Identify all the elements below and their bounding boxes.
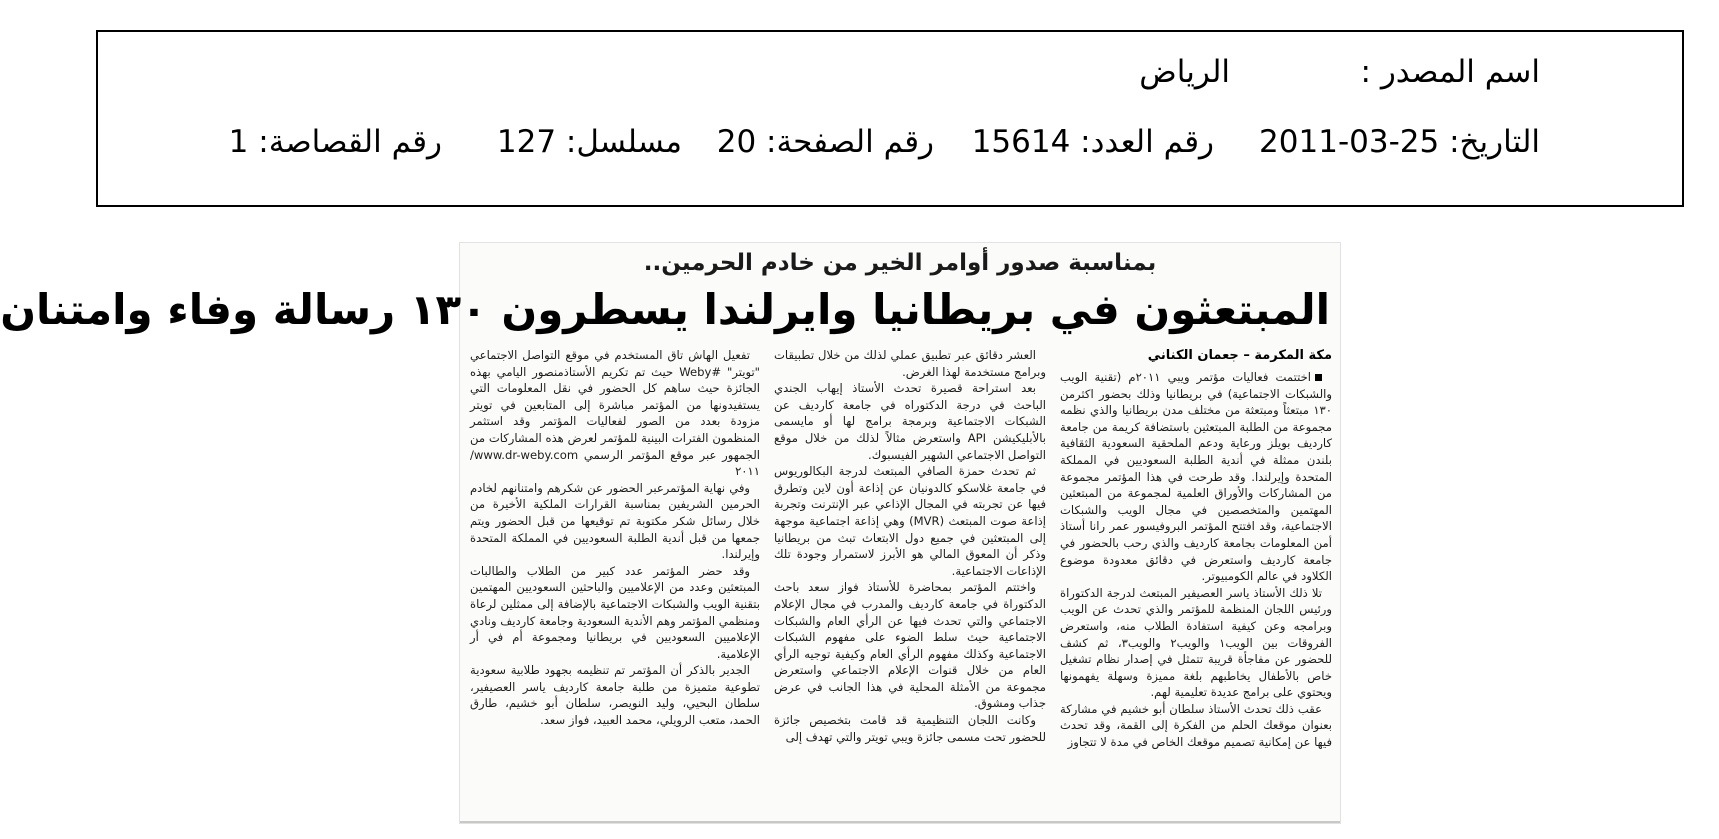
paragraph: واختتم المؤتمر بمحاضرة للأستاذ فواز سعد باحث الدكتوراة في جامعة كارديف والمدرب في مجال الإعلام الاجتماعي والتي تحدث فيها عن الرأي العام والشبكات الاجتماعية حيث سلط الضوء على مفهوم الشبكات الاجتماعية وكذلك مفهوم الرأي العام وكيفية توجيه الرأي العام من خلال قنوات الإعلام الاجتماعي واستعرض مجموعة من الأمثلة المحلية في هذا الجانب في عرض جذاب ومشوق. [774, 580, 1046, 711]
article-column-left [470, 347, 760, 817]
paragraph: وكانت اللجان التنظيمية قد قامت بتخصيص جائزة للحضور تحت مسمى جائزة ويبي تويتر والتي تهدف إلى [774, 713, 1046, 744]
paragraph [1060, 369, 1332, 585]
clipping-bottom-rule [460, 821, 1340, 823]
article-kicker: بمناسبة صدور أوامر الخير من خادم الحرمين.. [643, 250, 1157, 276]
paragraph: عقب ذلك تحدث الأستاذ سلطان أبو خشيم في مشاركة بعنوان موقعك الحلم من الفكرة إلى القمة، وقد تحدث فيها عن إمكانية تصميم موقعك الخاص في مدة لا تتجاوز [1060, 701, 1332, 750]
paragraph-text: اختتمت فعاليات مؤتمر ويبي ٢٠١١م (تقنية الويب والشبكات الاجتماعية) في بريطانيا وذلك بحضور اكثرمن ١٣٠ مبتعثاً ومبتعثة من مختلف مدن بريطانيا والذي نظمه مجموعة من الطلبة المبتعثين باستضافة كريمة من جامعة كارديف بويلز ورعاية ودعم الملحقية السعودية الثقافية بلندن ممثلة في أندية الطلبة السعوديين في المملكة المتحدة وإيرلندا. وقد طرحت في هذا المؤتمر مجموعة من المشاركات والأوراق العلمية لمجموعة من المبتعثين المهتمين والمتخصصين في مجال الويب والشبكات الاجتماعية، وقد افتتح المؤتمر البروفيسور عمر رانا أستاذ أمن المعلومات بجامعة كارديف والذي رحب بالحضور في جامعة كارديف واستعرض في دقائق معدودة موضوع الكلاود في عالم الكومبيوتر. [1060, 370, 1332, 584]
clipping-metadata-box [96, 30, 1684, 207]
paragraph: الجدير بالذكر أن المؤتمر تم تنظيمه بجهود طلابية سعودية تطوعية متميزة من طلبة جامعة كارديف ياسر العصيفير، سلطان البحيي، وليد النويصر، سلطان أبو خشيم، طارق الحمد، متعب الرويلي، محمد العبيد، فواز سعد. [470, 663, 760, 728]
bullet-icon [1315, 374, 1322, 381]
date-label: التاريخ: 25-03-2011 [1259, 124, 1540, 160]
page-number-label: رقم الصفحة: 20 [716, 124, 934, 160]
article-headline: المبتعثون في بريطانيا وايرلندا يسطرون ١٣٠ رسالة وفاء وامتنان [0, 285, 1330, 334]
paragraph: بعد استراحة قصيرة تحدث الأستاذ إيهاب الجندي الباحث في درجة الدكتوراه في جامعة كارديف عن الشبكات الاجتماعية وبرمجة برامج لها أو مايسمى بالأبليكيشن API واستعرض مثالاً لذلك من خلال موقع التواصل الاجتماعي الشهير الفيسبوك. [774, 381, 1046, 462]
issue-number-label: رقم العدد: 15614 [971, 124, 1214, 160]
newspaper-clipping [0, 243, 1340, 823]
serial-number-label: مسلسل: 127 [496, 124, 682, 160]
source-value: الرياض [1139, 54, 1230, 90]
paragraph: ثم تحدث حمزة الصافي المبتعث لدرجة البكالوريوس في جامعة غلاسكو كالدونيان عن إذاعة أون لاين وتطرق فيها عن تجربته في المجال الإذاعي عبر الإنترنت وتجربة إذاعة صوت المبتعث (MVR) وهي إذاعة اجتماعية موجهة إلى المبتعثين في جميع دول الابتعاث تبث من بريطانيا وذكر أن المعوق المالي هو الأبرز لاستمرار وجودة تلك الإذاعات الاجتماعية. [774, 464, 1047, 578]
source-label: اسم المصدر : [1360, 54, 1540, 90]
article-column-middle [774, 347, 1046, 817]
paragraph: العشر دقائق عبر تطبيق عملي لذلك من خلال تطبيقات وبرامج مستخدمة لهذا الغرض. [774, 348, 1046, 379]
paragraph: تفعيل الهاش تاق المستخدم في موقع التواصل الاجتماعي "تويتر" #Weby حيث تم تكريم الأستاذمنصور اليامي بهذه الجائزة حيث ساهم كل الحضور في نقل المعلومات التي يستفيدونها من المؤتمر مباشرة إلى المتابعين في تويتر مزودة بعدد من الصور لفعاليات المؤتمر وقد استثمر المنظمون الفترات البينية للمؤتمر لعرض هذه المشاركات من الجمهور عبر موقع المؤتمر الرسمي www.dr-weby.com/٢٠١١ [470, 348, 761, 479]
paragraph: تلا ذلك الأستاذ ياسر العصيفير المبتعث لدرجة الدكتوراة ورئيس اللجان المنظمة للمؤتمر والذي تحدث عن الويب وبرامجه وعن كيفية استفادة الطلاب منه، واستعرض الفروقات بين الويب١ والويب٢ والويب٣، ثم كشف للحضور عن مفاجأة قريبة تتمثل في إصدار نظام تشغيل خاص بالأطفال يخاطبهم بلغة مميزة وسهلة يفهمونها ويحتوي على برامج عديدة تعليمية لهم. [1060, 585, 1333, 700]
clip-number-label: رقم القصاصة: 1 [228, 124, 442, 160]
paragraph: وفي نهاية المؤتمرعبر الحضور عن شكرهم وامتنانهم لخادم الحرمين الشريفين بمناسبة القرارات الملكية الأخيرة من خلال رسائل شكر مكتوبة تم توقيعها من قبل الحضور ويتم جمعها من قبل أندية الطلبة السعوديين في المملكة المتحدة وإيرلندا. [470, 480, 760, 562]
paragraph: وقد حضر المؤتمر عدد كبير من الطلاب والطالبات المبتعثين وعدد من الإعلاميين والباحثين السعوديين المهتمين بتقنية الويب والشبكات الاجتماعية بالإضافة إلى ممثلين لرعاة ومنظمي المؤتمر وهم الأندية السعودية وجامعة كارديف ونادي الإعلاميين السعوديين في بريطانيا ومجموعة أم في أر الإعلامية. [469, 563, 760, 661]
article-byline: مكة المكرمة – جعمان الكناني [1147, 348, 1332, 363]
article-column-right [1060, 369, 1332, 817]
